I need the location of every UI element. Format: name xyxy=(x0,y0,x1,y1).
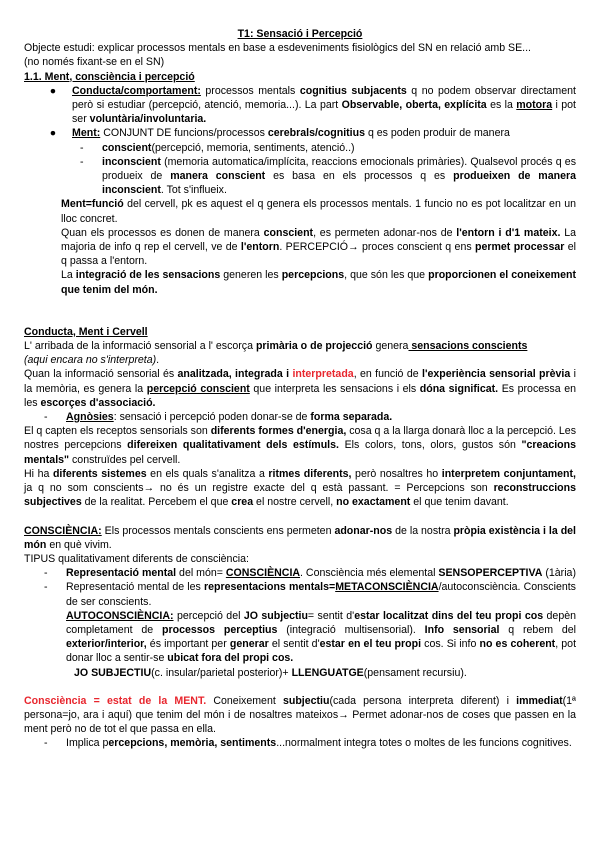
dash-marker: - xyxy=(80,141,84,154)
dash-conscient xyxy=(24,141,576,155)
bullet-ment-text: Ment: CONJUNT DE funcions/processos cerebrals/cognitius q es poden produir de manera xyxy=(72,127,510,140)
bullet-icon: ● xyxy=(49,127,57,140)
paragraph-tipus: TIPUS qualitativament diferents de consciència: xyxy=(24,552,249,565)
intro-line-2: (no només fixant-se en el SN) xyxy=(24,56,165,69)
bullet-ment xyxy=(24,126,576,140)
dash-inconscient-text: inconscient (memoria automatica/implícita, reaccions emocionals primàries). Qualsevol procés q es produeix de manera conscient es basa en els processos q es produeixen de manera inconscient. Tot s'influeix. xyxy=(102,155,576,197)
dash-marker: - xyxy=(44,567,48,580)
dash-inconscient xyxy=(24,155,576,198)
section-heading-conducta: Conducta, Ment i Cervell xyxy=(24,325,148,338)
dash-agnosies-text: Agnòsies: sensació i percepció poden donar-se de forma separada. xyxy=(66,411,393,424)
paragraph-conscient: Quan els processos es donen de manera conscient, es permeten adonar-nos de l'entorn i d'1 mateix. La majoria de info q rep el cervell, ve de l'entorn. PERCEPCIÓ→ proces conscient q ens permet processar el q passa a l'entorn. xyxy=(61,226,576,268)
bullet-icon: ● xyxy=(49,84,57,97)
dash-representacio-1-text: Representació mental del món= CONSCIÈNCIA. Consciència més elemental SENSOPERCEPTIVA (1ària) xyxy=(66,567,576,580)
dash-marker: - xyxy=(44,411,48,424)
dash-representacio-2 xyxy=(24,580,576,679)
document-page xyxy=(24,27,576,751)
paragraph-integracio: La integració de les sensacions generen les percepcions, que són les que proporcionen el coneixement que tenim del món. xyxy=(61,269,576,296)
paragraph-sistemes: Hi ha diferents sistemes en els quals s'analitza a ritmes diferents, però nosaltres ho interpretem conjuntament, ja q no som conscients→ no és un registre exacte del q està passant. = Percepcions son reconstruccions subjectives de la realitat. Percebem el que crea el nostre cervell, no exactament el que tenim davant. xyxy=(24,467,576,509)
dash-marker: - xyxy=(80,155,84,168)
autoconsciencia-text: AUTOCONSCIÈNCIA: percepció del JO subjectiu= sentit d'estar localitzat dins del teu propi cos depèn completament de processos perceptius (integració multisensorial). Info sensorial q rebem del exterior/interior, és important per generar el sentit d'estar en el teu propi cos. Si info no es coherent, pot donar lloc a sentir-se ubicat fora del propi cos. xyxy=(66,609,577,665)
dash-representacio-2-text: Representació mental de les representacions mentals=METACONSCIÈNCIA/autoconsciència. Conscients de ser conscients. xyxy=(66,581,576,608)
dash-implica xyxy=(24,736,576,750)
dash-representacio-2-body xyxy=(66,580,576,679)
bullet-conducta xyxy=(24,84,576,127)
dash-agnosies xyxy=(24,410,576,424)
dash-implica-text: Implica percepcions, memòria, sentiments...normalment integra totes o moltes de les funcions cognitives. xyxy=(66,737,572,750)
dash-conscient-text: conscient(percepció, memoria, sentiments, atenció..) xyxy=(102,141,355,154)
paragraph-informacio: Quan la informació sensorial és analitzada, integrada i interpretada, en funció de l'experiència sensorial prèvia i la memòria, es genera la percepció conscient que interpreta les sensacions i els dóna significat. Es processa en les escorçes d'associació. xyxy=(24,368,576,409)
paragraph-estat-ment: Consciència = estat de la MENT. Coneixement subjectiu(cada persona interpreta diferent) i immediat(1ª persona=jo, ara i aquí) que tenim del món i de nosaltres mateixos→ Permet adonar-nos de coses que passen en la ment però no de tot el que passa en ella. xyxy=(24,694,576,736)
intro-line-1: Objecte estudi: explicar processos mentals en base a esdeveniments fisiològics del SN en relació amb SE... xyxy=(24,42,531,55)
paragraph-receptors: El q capten els receptos sensorials son diferents formes d'energia, cosa q a la llarga donarà lloc a la percepció. Les nostres percepcions difereixen qualitativament dels estímuls. Els colors, tons, olors, gustos són "creacions mentals" construïdes pel cervell. xyxy=(24,425,577,466)
jo-subjectiu-text: JO SUBJECTIU(c. insular/parietal posterior)+ LLENGUATGE(pensament recursiu). xyxy=(74,666,467,679)
paragraph-arribada: L' arribada de la informació sensorial a l' escorça primària o de projecció genera sensacions conscients (aqui encara no s'interpreta). xyxy=(24,340,528,367)
document-title: T1: Sensació i Percepció xyxy=(237,28,363,40)
paragraph-consciencia: CONSCIÈNCIA: Els processos mentals conscients ens permeten adonar-nos de la nostra pròpia existència i la del món en què vivim. xyxy=(24,524,576,551)
bullet-conducta-text: Conducta/comportament: processos mentals cognitius subjacents q no podem observar directament però si estudiar (percepció, atenció, memoria...). La part Observable, oberta, explícita es la motora i pot ser voluntària/involuntaria. xyxy=(72,84,576,126)
dash-representacio-1 xyxy=(24,566,576,580)
section-heading-1-1: 1.1. Ment, consciència i percepció xyxy=(24,70,195,83)
dash-marker: - xyxy=(44,737,48,750)
dash-marker: - xyxy=(44,581,48,594)
paragraph-ment-funcio: Ment=funció del cervell, pk es aquest el q genera els processos mentals. 1 funcio no es pot localitzar en un lloc concret. xyxy=(61,198,576,225)
